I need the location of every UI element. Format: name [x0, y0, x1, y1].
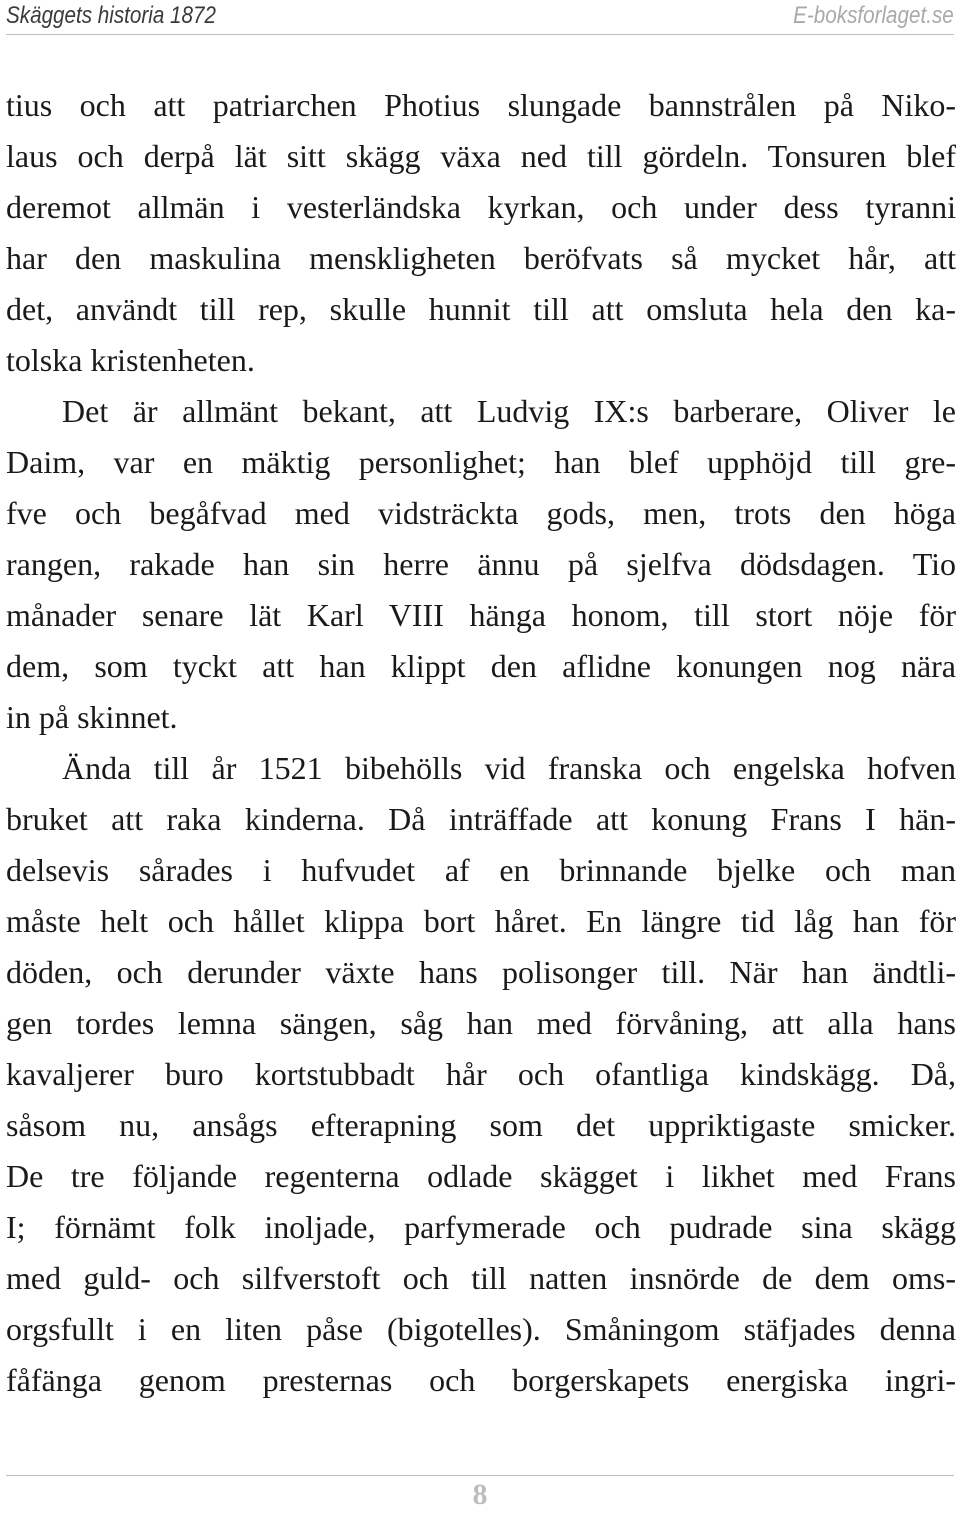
book-title: Skäggets historia 1872 [6, 2, 216, 29]
text-line: tolska kristenheten. [6, 342, 255, 378]
text-line: in på skinnet. [6, 699, 178, 735]
text-line: med guld- och silfverstoft och till natten insnörde de dem oms- [6, 1260, 956, 1296]
text-line: tius och att patriarchen Photius slungade bannstrålen på Niko- [6, 87, 956, 123]
text-line: I; förnämt folk inoljade, parfymerade och pudrade sina skägg [6, 1209, 956, 1245]
publisher-site: E-boksforlaget.se [793, 2, 954, 29]
text-line: orgsfullt i en liten påse (bigotelles). Småningom stäfjades denna [6, 1311, 956, 1347]
text-line: måste helt och hållet klippa bort håret. En längre tid låg han för [6, 903, 956, 939]
text-line: dem, som tyckt att han klippt den aflidne konungen nog nära [6, 648, 956, 684]
text-line: gen tordes lemna sängen, såg han med förvåning, att alla hans [6, 1005, 956, 1041]
text-line: månader senare lät Karl VIII hänga honom, till stort nöje för [6, 597, 956, 633]
text-line: döden, och derunder växte hans polisonger till. När han ändtli- [6, 954, 956, 990]
text-line: såsom nu, ansågs efterapning som det uppriktigaste smicker. [6, 1107, 956, 1143]
text-line: delsevis sårades i hufvudet af en brinnande bjelke och man [6, 852, 956, 888]
text-line: kavaljerer buro kortstubbadt hår och ofantliga kindskägg. Då, [6, 1056, 956, 1092]
text-line: laus och derpå lät sitt skägg växa ned till gördeln. Tonsuren blef [6, 138, 956, 174]
paragraph-start-line: Ända till år 1521 bibehölls vid franska och engelska hofven [62, 750, 956, 786]
text-line: bruket att raka kinderna. Då inträffade att konung Frans I hän- [6, 801, 956, 837]
footer-divider [6, 1475, 954, 1476]
page-number: 8 [472, 1478, 488, 1511]
text-line: Daim, var en mäktig personlighet; han blef upphöjd till gre- [6, 444, 956, 480]
paragraph-start-line: Det är allmänt bekant, att Ludvig IX:s barberare, Oliver le [62, 393, 956, 429]
text-line: De tre följande regenterna odlade skägget i likhet med Frans [6, 1158, 956, 1194]
text-line: deremot allmän i vesterländska kyrkan, och under dess tyranni [6, 189, 956, 225]
page-body [6, 80, 956, 1406]
text-line: rangen, rakade han sin herre ännu på sjelfva dödsdagen. Tio [6, 546, 956, 582]
text-line: fve och begåfvad med vidsträckta gods, men, trots den höga [6, 495, 956, 531]
text-line: det, användt till rep, skulle hunnit till att omsluta hela den ka- [6, 291, 956, 327]
text-line: har den maskulina menskligheten beröfvats så mycket hår, att [6, 240, 956, 276]
running-header [6, 0, 954, 35]
text-line: fåfänga genom presternas och borgerskapets energiska ingri- [6, 1362, 956, 1398]
